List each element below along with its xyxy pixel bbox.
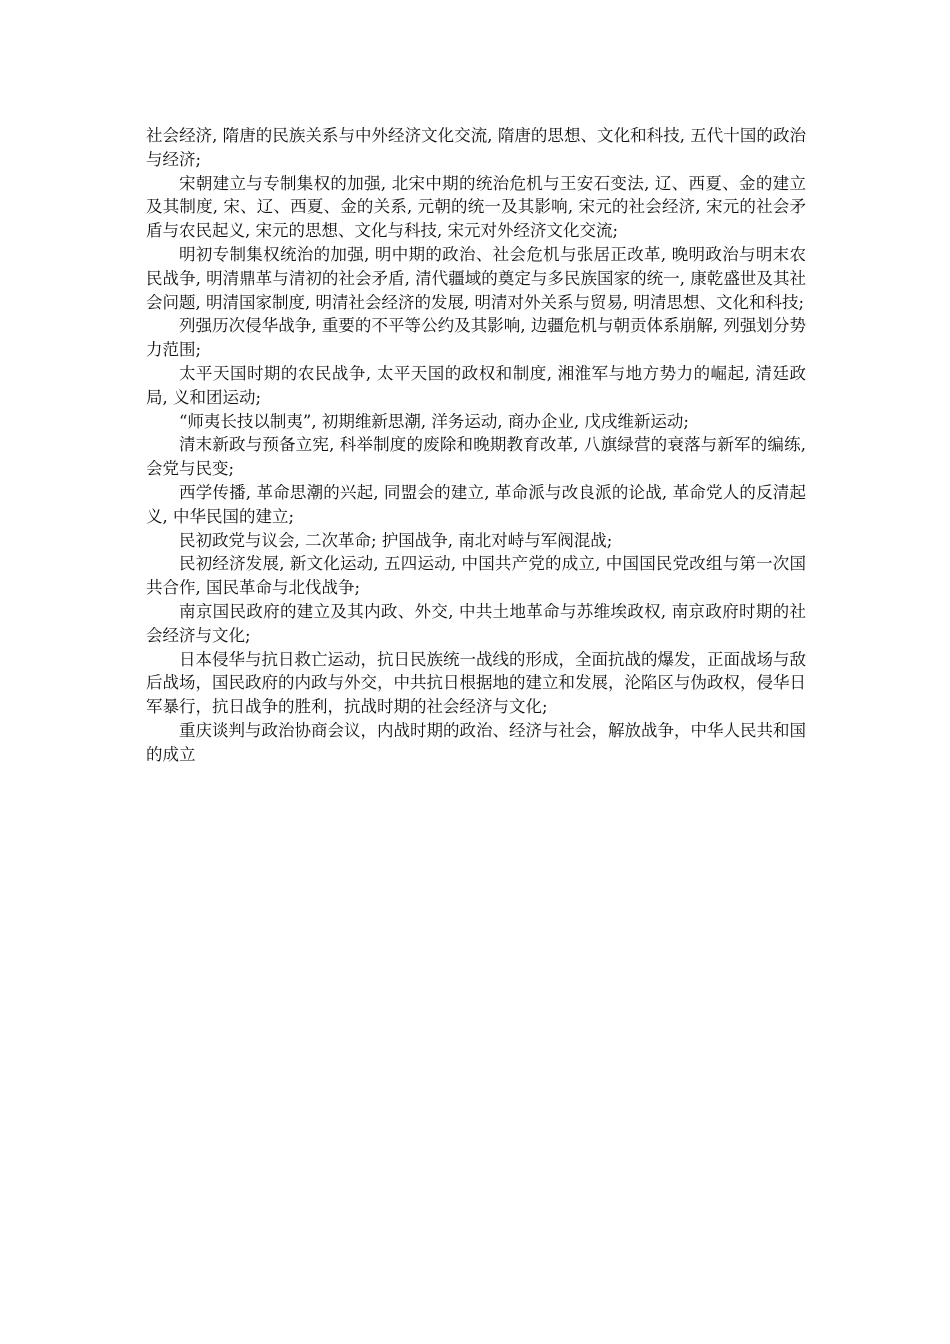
paragraph-anti-japanese-war: 日本侵华与抗日救亡运动，抗日民族统一战线的形成，全面抗战的爆发，正面战场与敌后战场，国民政府的内政与外交，中共抗日根据地的建立和发展，沦陷区与伪政权，侵华日军暴行，抗日战争的胜利，抗战时期的社会经济与文化; [146, 649, 806, 717]
paragraph-foreign-invasion: 列强历次侵华战争, 重要的不平等公约及其影响, 边疆危机与朝贡体系崩解, 列强划分势力范围; [146, 316, 806, 360]
paragraph-civil-war: 重庆谈判与政治协商会议，内战时期的政治、经济与社会，解放战争，中华人民共和国的成立 [146, 720, 806, 764]
paragraph-nanjing-government: 南京国民政府的建立及其内政、外交, 中共土地革命与苏维埃政权, 南京政府时期的社会经济与文化; [146, 601, 806, 645]
paragraph-sui-tang: 社会经济, 隋唐的民族关系与中外经济文化交流, 隋唐的思想、文化和科技, 五代十国的政治与经济; [146, 126, 806, 169]
paragraph-early-republic-politics: 民初政党与议会, 二次革命; 护国战争, 南北对峙与军阀混战; [179, 530, 613, 550]
paragraph-song-yuan: 宋朝建立与专制集权的加强, 北宋中期的统治危机与王安石变法, 辽、西夏、金的建立及其制度, 宋、辽、西夏、金的关系, 元朝的统一及其影响, 宋元的社会经济, 宋元的社会矛盾与农民起义, 宋元的思想、文化与科技, 宋元对外经济文化交流; [146, 173, 806, 241]
paragraph-self-strengthening: “师夷长技以制夷”, 初期维新思潮, 洋务运动, 商办企业, 戊戌维新运动; [179, 411, 689, 431]
paragraph-revolution: 西学传播, 革命思潮的兴起, 同盟会的建立, 革命派与改良派的论战, 革命党人的反清起义, 中华民国的建立; [146, 482, 806, 526]
document-body [146, 124, 806, 767]
paragraph-taiping: 太平天国时期的农民战争, 太平天国的政权和制度, 湘淮军与地方势力的崛起, 清廷政局, 义和团运动; [146, 363, 806, 407]
paragraph-early-republic-economy: 民初经济发展, 新文化运动, 五四运动, 中国共产党的成立, 中国国民党改组与第一次国共合作, 国民革命与北伐战争; [146, 554, 806, 598]
paragraph-late-qing-reform: 清末新政与预备立宪, 科举制度的废除和晚期教育改革, 八旗绿营的衰落与新军的编练, 会党与民变; [146, 435, 806, 479]
paragraph-ming-qing: 明初专制集权统治的加强, 明中期的政治、社会危机与张居正改革, 晚明政治与明末农民战争, 明清鼎革与清初的社会矛盾, 清代疆域的奠定与多民族国家的统一, 康乾盛世及其社会问题, 明清国家制度, 明清社会经济的发展, 明清对外关系与贸易, 明清思想、文化和科技; [146, 244, 806, 312]
